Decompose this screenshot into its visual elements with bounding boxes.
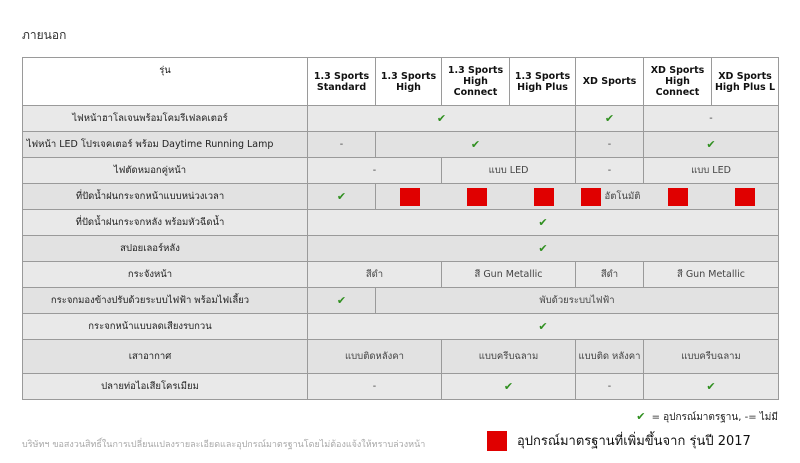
row-value-cell xyxy=(576,132,644,158)
auto-wiper-subcell xyxy=(577,188,644,206)
new-equipment-marker-icon xyxy=(467,188,487,206)
new-equipment-marker-icon xyxy=(400,188,420,206)
legend-new xyxy=(487,430,751,451)
value-text: - xyxy=(372,165,377,176)
model-header-line: High xyxy=(665,76,690,87)
model-header-line: Connect xyxy=(453,87,498,98)
row-value-cell xyxy=(644,132,779,158)
row-value-cell xyxy=(308,314,779,340)
table-row xyxy=(23,236,779,262)
model-header-line: Standard xyxy=(316,81,367,93)
model-header-line: High xyxy=(396,81,421,93)
table-row xyxy=(23,262,779,288)
model-header-line: High Plus L xyxy=(714,81,776,93)
row-value-cell xyxy=(376,132,576,158)
value-text: สีดำ xyxy=(365,269,384,280)
check-icon: ✔ xyxy=(470,138,481,151)
table-row xyxy=(23,132,779,158)
table-row xyxy=(23,158,779,184)
check-icon: ✔ xyxy=(706,138,716,151)
row-value-cell xyxy=(576,158,644,184)
value-text: แบบครีบฉลาม xyxy=(681,351,741,362)
row-value-cell xyxy=(308,132,376,158)
new-equipment-marker-icon xyxy=(534,188,554,206)
value-text: - xyxy=(372,381,377,392)
row-label: ไฟหน้าฮาโลเจนพร้อมโคมรีเฟลคเตอร์ xyxy=(23,106,308,132)
value-text: สีดำ xyxy=(600,269,619,280)
check-icon: ✔ xyxy=(538,242,548,255)
value-text: แบบ LED xyxy=(488,165,529,176)
auto-wiper-subcell xyxy=(644,188,711,206)
row-label: เสาอากาศ xyxy=(23,340,308,374)
check-icon: ✔ xyxy=(636,410,646,423)
row-value-cell xyxy=(308,184,376,210)
auto-wiper-text: อัตโนมัติ xyxy=(604,191,641,202)
model-header xyxy=(576,58,644,106)
row-value-cell xyxy=(308,288,376,314)
value-text: - xyxy=(607,139,612,150)
row-label: ปลายท่อไอเสียโครเมียม xyxy=(23,374,308,400)
row-label: กระจังหน้า xyxy=(23,262,308,288)
row-value-cell xyxy=(376,184,779,210)
table-row xyxy=(23,106,779,132)
value-text: แบบติดหลังคา xyxy=(345,351,404,362)
section-title: ภายนอก xyxy=(22,28,67,42)
row-value-cell xyxy=(308,106,576,132)
table-row xyxy=(23,314,779,340)
model-header xyxy=(644,58,712,106)
check-icon: ✔ xyxy=(503,380,514,393)
model-header xyxy=(442,58,510,106)
check-icon: ✔ xyxy=(436,112,447,125)
table-row xyxy=(23,340,779,374)
row-value-cell xyxy=(644,374,779,400)
value-text: - xyxy=(607,165,612,176)
row-value-cell xyxy=(442,374,576,400)
new-equipment-marker-icon xyxy=(581,188,601,206)
model-header-line: 1.3 Sports xyxy=(380,70,437,82)
new-equipment-marker-icon xyxy=(668,188,688,206)
model-header-line: XD Sports xyxy=(582,76,637,87)
row-label: ไฟตัดหมอกคู่หน้า xyxy=(23,158,308,184)
value-text: - xyxy=(607,381,612,392)
row-value-cell xyxy=(376,288,779,314)
value-text: - xyxy=(339,139,344,150)
table-row xyxy=(23,374,779,400)
legend-new-text: อุปกรณ์มาตรฐานที่เพิ่มขึ้นจาก รุ่นปี 2017 xyxy=(517,434,751,449)
model-header xyxy=(712,58,779,106)
row-value-cell xyxy=(644,262,779,288)
model-header-line: High xyxy=(463,76,488,87)
check-icon: ✔ xyxy=(604,112,615,125)
check-icon: ✔ xyxy=(538,216,548,229)
table-row xyxy=(23,288,779,314)
row-value-cell xyxy=(644,340,779,374)
model-header-line: 1.3 Sports xyxy=(313,70,370,82)
row-value-cell xyxy=(308,340,442,374)
legend-check-text: = อุปกรณ์มาตรฐาน, -= ไม่มี xyxy=(651,412,778,423)
check-icon: ✔ xyxy=(706,380,716,393)
row-value-cell xyxy=(644,158,779,184)
row-value-cell xyxy=(442,262,576,288)
new-equipment-marker-icon xyxy=(487,431,507,451)
row-label: ที่ปัดน้ำฝนกระจกหลัง พร้อมหัวฉีดน้ำ xyxy=(23,210,308,236)
row-value-cell xyxy=(308,236,779,262)
value-text: พับด้วยระบบไฟฟ้า xyxy=(539,295,615,306)
value-text: แบบติด หลังคา xyxy=(578,351,641,362)
auto-wiper-subcell xyxy=(711,188,778,206)
value-text: แบบครีบฉลาม xyxy=(478,351,539,362)
check-icon: ✔ xyxy=(538,320,548,333)
auto-wiper-cell xyxy=(376,188,778,206)
row-value-cell xyxy=(576,106,644,132)
disclaimer: บริษัทฯ ขอสงวนสิทธิ์ในการเปลี่ยนแปลงรายละเอียดและอุปกรณ์มาตรฐานโดยไม่ต้องแจ้งให้ทราบล่วงหน้า xyxy=(22,440,426,450)
spec-table xyxy=(22,57,779,400)
model-header xyxy=(510,58,576,106)
model-header-line: Connect xyxy=(655,87,700,98)
row-value-cell xyxy=(308,158,442,184)
row-value-cell xyxy=(576,262,644,288)
value-text: สี Gun Metallic xyxy=(677,269,745,280)
row-label: กระจกมองข้างปรับด้วยระบบไฟฟ้า พร้อมไฟเลี้ยว xyxy=(23,288,308,314)
row-value-cell xyxy=(308,210,779,236)
row-value-cell xyxy=(644,106,779,132)
check-icon: ✔ xyxy=(336,294,347,307)
table-row xyxy=(23,184,779,210)
row-value-cell xyxy=(442,340,576,374)
model-header-line: High Plus xyxy=(517,81,568,93)
row-label: สปอยเลอร์หลัง xyxy=(23,236,308,262)
auto-wiper-subcell xyxy=(510,188,577,206)
header-row xyxy=(23,58,779,106)
auto-wiper-subcell xyxy=(376,188,443,206)
legend-check xyxy=(636,410,778,425)
row-value-cell xyxy=(576,374,644,400)
row-label: ไฟหน้า LED โปรเจคเตอร์ พร้อม Daytime Running Lamp xyxy=(23,132,308,158)
value-text: - xyxy=(709,113,713,124)
auto-wiper-subcell xyxy=(443,188,510,206)
value-text: สี Gun Metallic xyxy=(474,269,543,280)
row-value-cell xyxy=(442,158,576,184)
model-header-line: 1.3 Sports xyxy=(514,70,571,82)
check-icon: ✔ xyxy=(336,190,347,203)
model-header-label: รุ่น xyxy=(23,58,308,106)
row-value-cell xyxy=(308,262,442,288)
row-label: ที่ปัดน้ำฝนกระจกหน้าแบบหน่วงเวลา xyxy=(23,184,308,210)
model-header-line: XD Sports xyxy=(718,70,772,82)
model-header xyxy=(308,58,376,106)
table-row xyxy=(23,210,779,236)
value-text: แบบ LED xyxy=(691,165,731,176)
row-value-cell xyxy=(308,374,442,400)
model-header-line: 1.3 Sports xyxy=(447,65,504,76)
spec-table-body xyxy=(23,106,779,400)
model-header xyxy=(376,58,442,106)
model-header-line: XD Sports xyxy=(650,65,705,76)
row-value-cell xyxy=(576,340,644,374)
new-equipment-marker-icon xyxy=(735,188,755,206)
row-label: กระจกหน้าแบบลดเสียงรบกวน xyxy=(23,314,308,340)
